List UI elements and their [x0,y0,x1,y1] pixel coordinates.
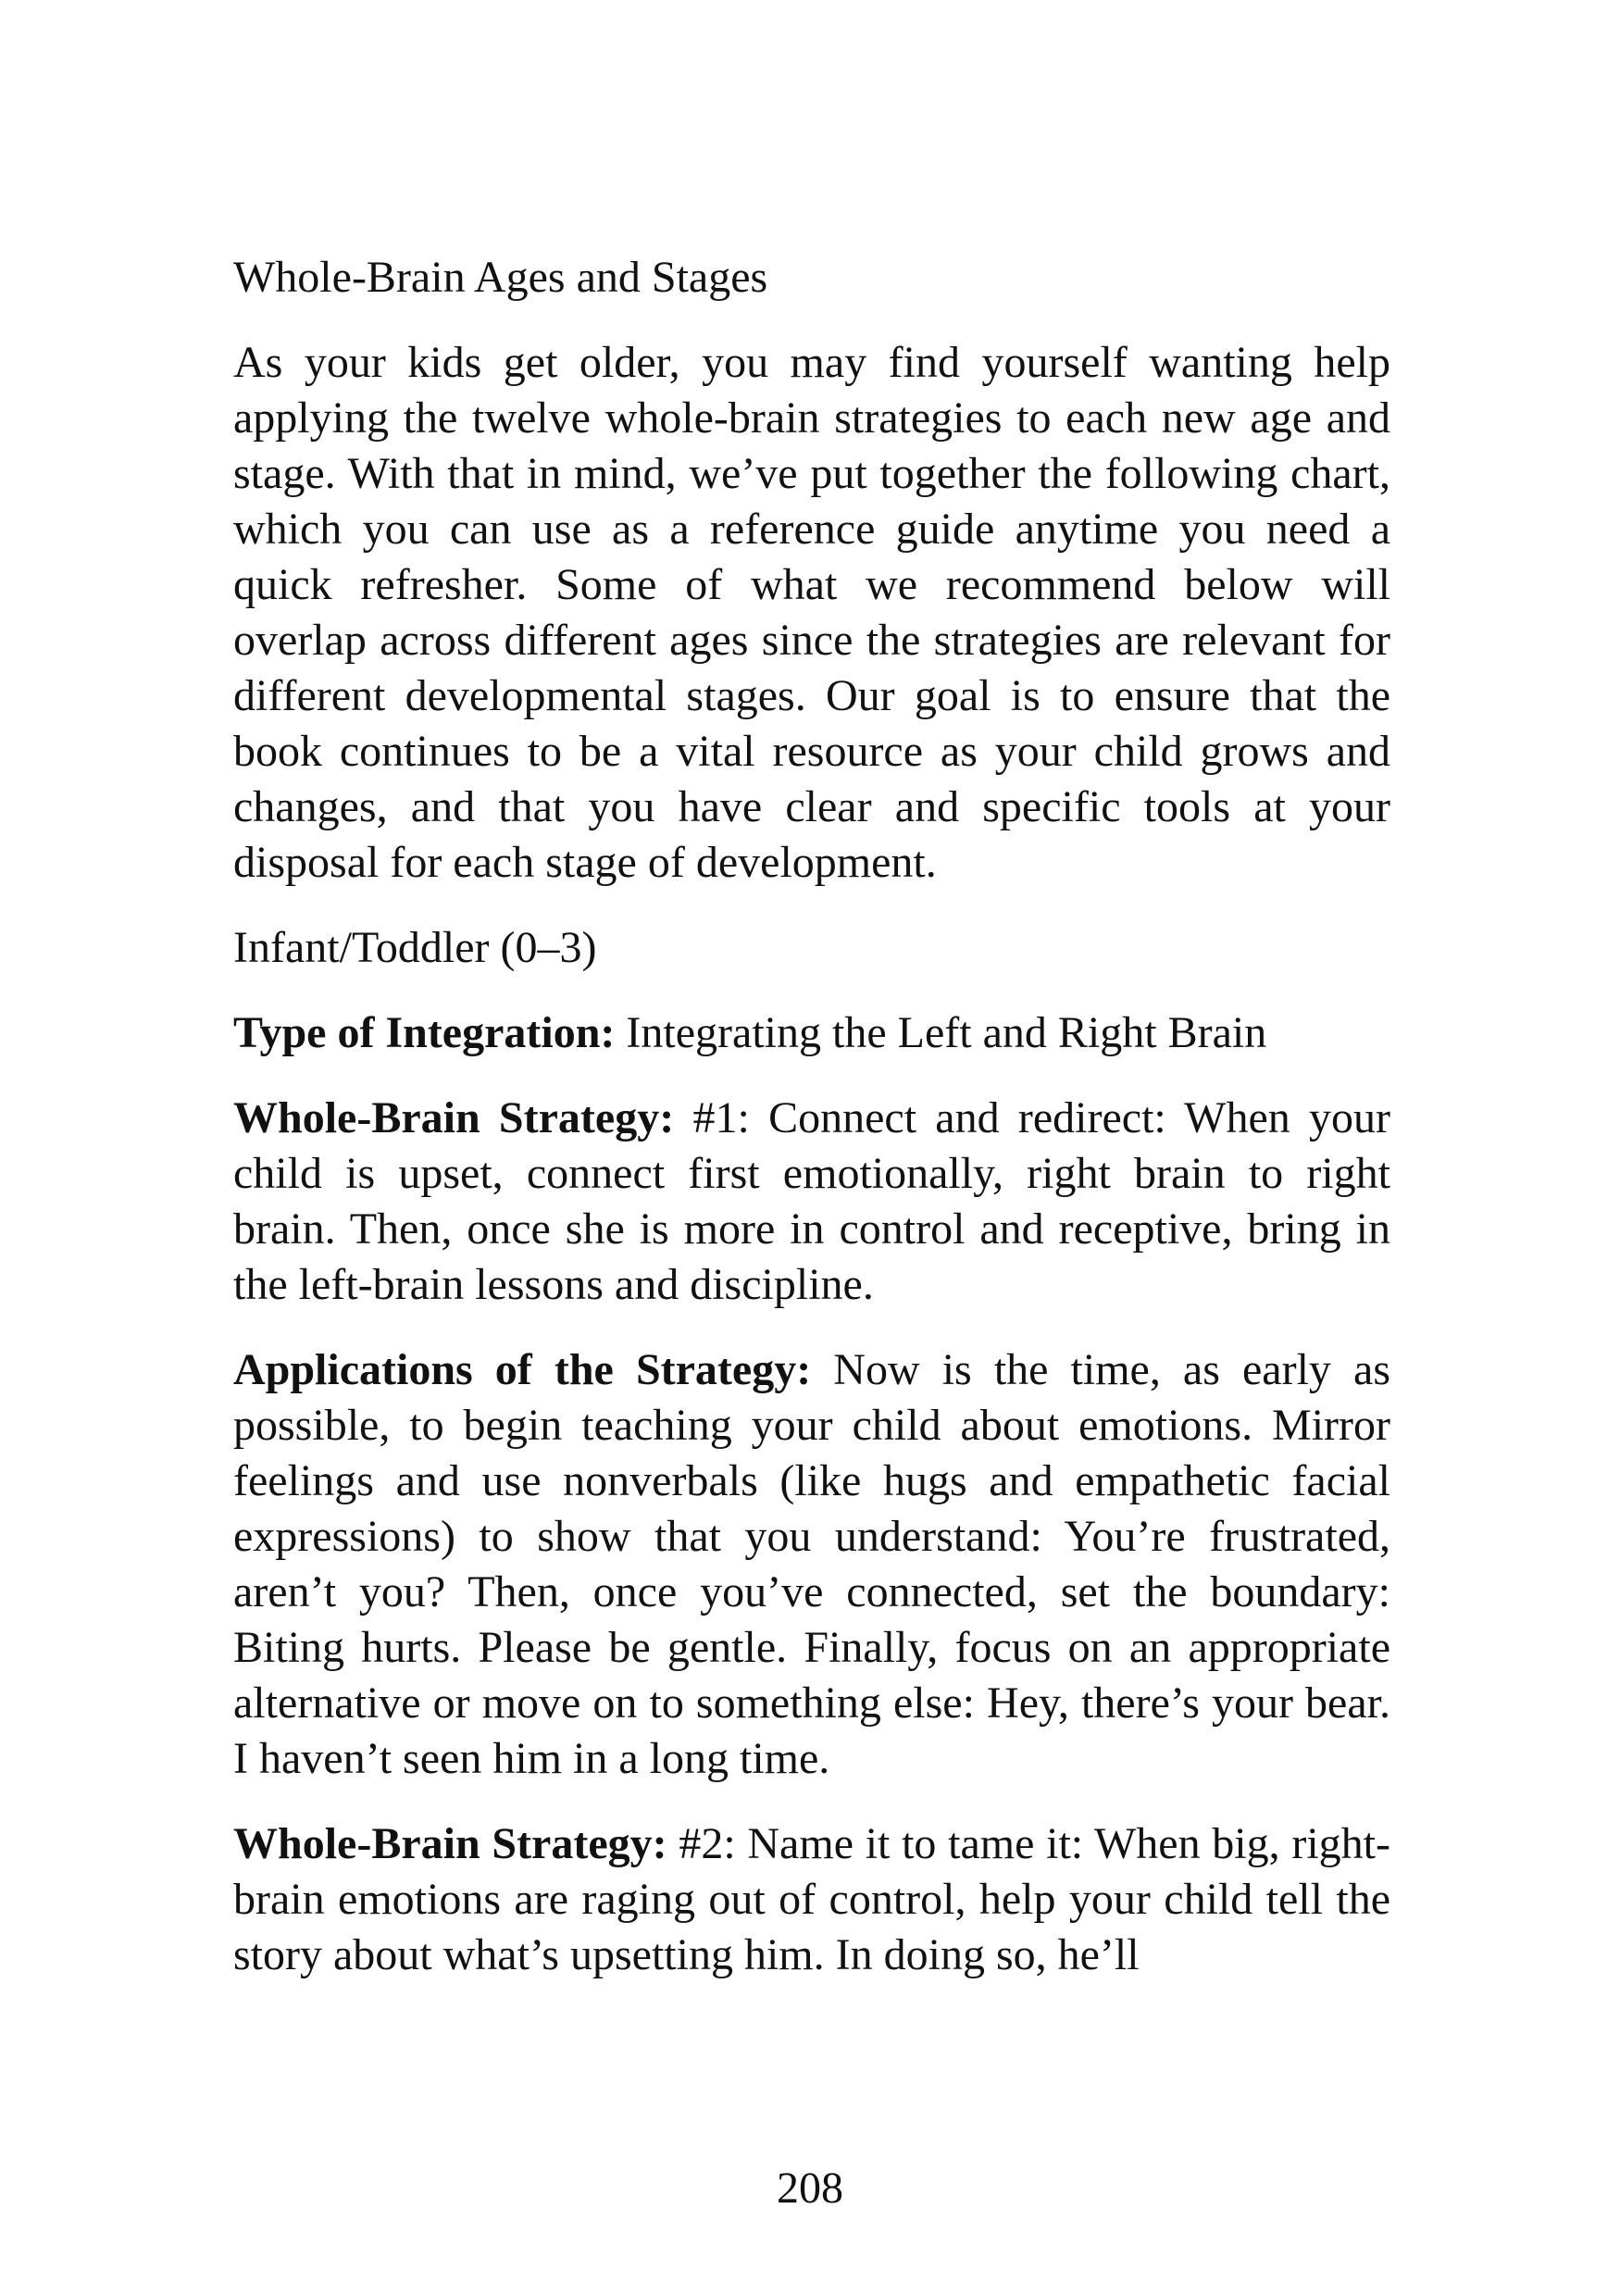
page-body [233,250,1390,2013]
applications-1-label: Applications of the Strategy: [233,1345,812,1394]
page-number: 208 [777,2164,843,2213]
strategy-2-paragraph [233,1816,1390,1983]
strategy-1-text: #1: Connect and redirect: When your child is upset, connect first emotionally, right brain to right brain. Then, once she is more in control and receptive, bring in the left-brain lessons and discipline. [233,1093,1391,1309]
strategy-1-label: Whole-Brain Strategy: [233,1093,675,1142]
strategy-2-text: #2: Name it to tame it: When big, right-brain emotions are raging out of control, help your child tell the story about what’s upsetting him. In doing so, he’ll [233,1819,1390,1979]
strategy-2-label: Whole-Brain Strategy: [233,1819,667,1868]
section-title: Whole-Brain Ages and Stages [233,253,768,302]
intro-paragraph: As your kids get older, you may find yourself wanting help applying the twelve whole-brain strategies to each new age and stage. With that in mind, we’ve put together the following chart, which you can use as a reference guide anytime you need a quick refresher. Some of what we recommend below will overlap across different ages since the strategies are relevant for different developmental stages. Our goal is to ensure that the book continues to be a vital resource as your child grows and changes, and that you have clear and specific tools at your disposal for each stage of development. [233,338,1390,887]
integration-label: Type of Integration: [233,1008,616,1057]
strategy-1-paragraph [233,1091,1390,1313]
applications-1-text: Now is the time, as early as possible, to begin teaching your child about emotions. Mirror feelings and use nonverbals (like hugs and empathetic facial expressions) to show that you understand: You’re frustrated, aren’t you? Then, once you’ve connected, set the boundary: Biting hurts. Please be gentle. Finally, focus on an appropriate alternative or move on to something else: Hey, there’s your bear. I haven’t seen him in a long time. [233,1345,1391,1783]
applications-1-paragraph [233,1342,1390,1787]
integration-text: Integrating the Left and Right Brain [615,1008,1267,1057]
age-stage-heading: Infant/Toddler (0–3) [233,923,597,972]
integration-paragraph [233,1005,1390,1061]
